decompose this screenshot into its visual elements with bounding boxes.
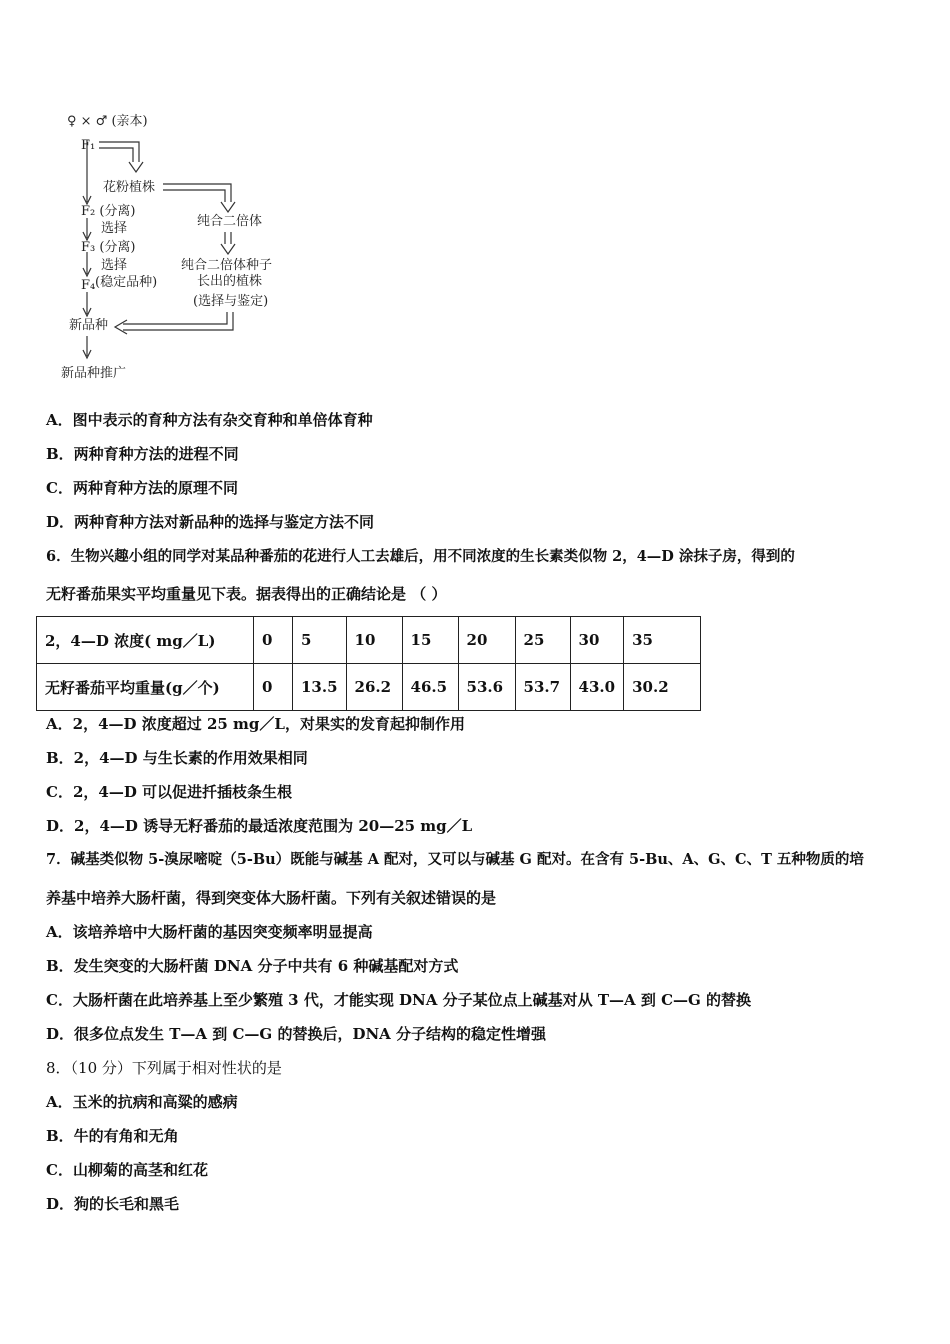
q5-option-b: B．两种育种方法的进程不同 <box>46 445 239 463</box>
promotion-label: 新品种推广 <box>61 366 127 381</box>
q7-option-a: A．该培养培中大肠杆菌的基因突变频率明显提高 <box>46 923 373 941</box>
q8-option-c: C．山柳菊的高茎和红花 <box>46 1161 208 1179</box>
q7-option-d: D．很多位点发生 T—A 到 C—G 的替换后，DNA 分子结构的稳定性增强 <box>46 1025 547 1043</box>
q7-option-c: C．大肠杆菌在此培养基上至少繁殖 3 代，才能实现 DNA 分子某位点上碱基对从 T—A 到 C—G 的替换 <box>46 991 752 1009</box>
select-label-2: 选择 <box>101 258 128 273</box>
select-identify-label: (选择与鉴定) <box>193 294 269 309</box>
q8-option-d: D．狗的长毛和黑毛 <box>46 1195 180 1213</box>
concentration-weight-table <box>36 616 701 711</box>
q7-option-b: B．发生突变的大肠杆菌 DNA 分子中共有 6 种碱基配对方式 <box>46 957 459 975</box>
table-header-cell: 无籽番茄平均重量(g／个) <box>37 664 254 711</box>
f4-label: F₄ <box>81 278 96 293</box>
table-cell: 15 <box>402 617 458 664</box>
new-variety-label: 新品种 <box>69 318 109 333</box>
table-cell: 25 <box>515 617 570 664</box>
table-cell: 5 <box>293 617 347 664</box>
table-cell: 35 <box>624 617 701 664</box>
table-cell: 43.0 <box>570 664 624 711</box>
table-row <box>37 664 701 711</box>
table-cell: 53.7 <box>515 664 570 711</box>
table-cell: 0 <box>254 617 293 664</box>
pollen-plant-label: 花粉植株 <box>103 180 156 195</box>
table-cell: 13.5 <box>293 664 347 711</box>
pure-seed-label-1: 纯合二倍体种子 <box>181 258 273 273</box>
table-cell: 46.5 <box>402 664 458 711</box>
table-cell: 53.6 <box>458 664 515 711</box>
q7-stem-line-1: 7．碱基类似物 5-溴尿嘧啶（5-Bu）既能与碱基 A 配对，又可以与碱基 G 配对。在含有 5-Bu、A、G、C、T 五种物质的培 <box>46 851 864 868</box>
f3-label: F₃ (分离) <box>81 240 136 255</box>
pure-seed-label-2: 长出的植株 <box>197 274 263 289</box>
q7-stem-line-2: 养基中培养大肠杆菌，得到突变体大肠杆菌。下列有关叙述错误的是 <box>46 889 497 907</box>
q8-stem: 8．（10 分）下列属于相对性状的是 <box>46 1059 282 1077</box>
table-cell: 30.2 <box>624 664 701 711</box>
q5-option-d: D．两种育种方法对新品种的选择与鉴定方法不同 <box>46 513 375 531</box>
q6-stem-line-2: 无籽番茄果实平均重量见下表。据表得出的正确结论是 （ ） <box>46 585 447 603</box>
q8-option-a: A．玉米的抗病和高粱的感病 <box>46 1093 238 1111</box>
q8-option-b: B．牛的有角和无角 <box>46 1127 179 1145</box>
table-cell: 20 <box>458 617 515 664</box>
q6-option-d: D．2，4—D 诱导无籽番茄的最适浓度范围为 20—25 mg／L <box>46 817 473 835</box>
q6-stem-line-1: 6．生物兴趣小组的同学对某品种番茄的花进行人工去雄后，用不同浓度的生长素类似物 2，4—D 涂抹子房，得到的 <box>46 548 795 565</box>
table-cell: 26.2 <box>346 664 402 711</box>
q6-option-a: A．2，4—D 浓度超过 25 mg／L，对果实的发育起抑制作用 <box>46 715 465 733</box>
pure-diploid-label: 纯合二倍体 <box>197 214 263 229</box>
q5-option-a: A．图中表示的育种方法有杂交育种和单倍体育种 <box>46 411 373 429</box>
table-row <box>37 617 701 664</box>
table-header-cell: 2，4—D 浓度( mg／L) <box>37 617 254 664</box>
f2-label: F₂ (分离) <box>81 204 136 219</box>
table-cell: 30 <box>570 617 624 664</box>
parents-label: ♀ × ♂ (亲本) <box>67 114 148 129</box>
select-label-1: 选择 <box>101 221 128 236</box>
stable-variety-label: (稳定品种) <box>95 275 158 290</box>
q6-option-c: C．2，4—D 可以促进扦插枝条生根 <box>46 783 293 801</box>
table-cell: 10 <box>346 617 402 664</box>
q6-option-b: B．2，4—D 与生长素的作用效果相同 <box>46 749 308 767</box>
table-cell: 0 <box>254 664 293 711</box>
q5-option-c: C．两种育种方法的原理不同 <box>46 479 238 497</box>
f1-label: F₁ <box>81 138 96 153</box>
breeding-diagram <box>55 100 295 390</box>
